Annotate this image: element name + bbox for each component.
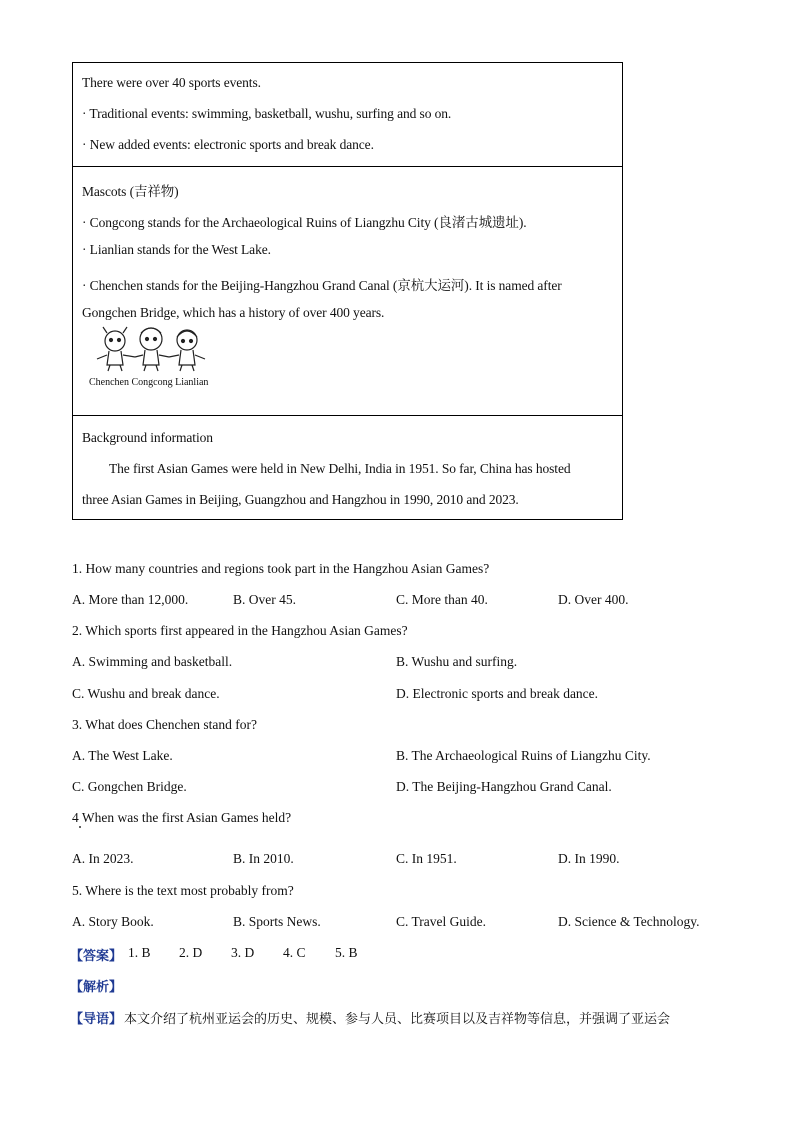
- mascots-icon: [87, 325, 217, 375]
- q4-option-b: B. In 2010.: [233, 851, 294, 866]
- q1-option-a: A. More than 12,000.: [72, 592, 189, 607]
- intro-label: 【导语】: [70, 1012, 123, 1027]
- q2-option-b: B. Wushu and surfing.: [396, 654, 518, 669]
- q1-option-b: B. Over 45.: [233, 592, 296, 607]
- table-divider: [73, 166, 622, 167]
- q1-option-d: D. Over 400.: [558, 592, 629, 607]
- question-5: 5. Where is the text most probably from?: [72, 883, 294, 898]
- q4-option-a: A. In 2023.: [72, 851, 134, 866]
- background-line-2: three Asian Games in Beijing, Guangzhou and Hangzhou in 1990, 2010 and 2023.: [82, 492, 519, 507]
- answer-2: 2. D: [179, 945, 203, 960]
- answer-4: 4. C: [283, 945, 306, 960]
- sports-line-3: · New added events: electronic sports and break dance.: [82, 137, 374, 152]
- mascots-line-3: · Chenchen stands for the Beijing-Hangzhou Grand Canal (京杭大运河). It is named after: [82, 278, 562, 293]
- q2-option-d: D. Electronic sports and break dance.: [396, 686, 599, 701]
- answer-label: 【答案】: [70, 949, 123, 964]
- q5-option-c: C. Travel Guide.: [396, 914, 487, 929]
- mascots-line-2: · Lianlian stands for the West Lake.: [82, 242, 271, 257]
- mascots-heading: Mascots (吉祥物): [82, 184, 179, 199]
- background-heading: Background information: [82, 430, 213, 445]
- q2-option-c: C. Wushu and break dance.: [72, 686, 220, 701]
- q4-option-d: D. In 1990.: [558, 851, 620, 866]
- info-table: [72, 62, 623, 520]
- q5-option-b: B. Sports News.: [233, 914, 321, 929]
- question-2: 2. Which sports first appeared in the Hangzhou Asian Games?: [72, 623, 408, 638]
- mascots-line-4: Gongchen Bridge, which has a history of over 400 years.: [82, 305, 385, 320]
- background-line-1: The first Asian Games were held in New Delhi, India in 1951. So far, China has hosted: [109, 461, 571, 476]
- question-3: 3. What does Chenchen stand for?: [72, 717, 257, 732]
- q5-option-d: D. Science & Technology.: [558, 914, 700, 929]
- table-divider: [73, 415, 622, 416]
- mascot-illustration: [87, 325, 217, 395]
- mascot-caption: Chenchen Congcong Lianlian: [89, 377, 209, 388]
- intro-text: 本文介绍了杭州亚运会的历史、规模、参与人员、比赛项目以及吉祥物等信息，并强调了亚运会: [124, 1012, 671, 1027]
- q3-option-d: D. The Beijing-Hangzhou Grand Canal.: [396, 779, 612, 794]
- question-1: 1. How many countries and regions took part in the Hangzhou Asian Games?: [72, 561, 490, 576]
- mascots-line-1: · Congcong stands for the Archaeological Ruins of Liangzhu City (良渚古城遗址).: [82, 215, 527, 230]
- q4-option-c: C. In 1951.: [396, 851, 457, 866]
- answer-1: 1. B: [128, 945, 151, 960]
- sports-line-2: · Traditional events: swimming, basketball, wushu, surfing and so on.: [82, 106, 452, 121]
- analysis-label: 【解析】: [70, 980, 123, 995]
- answer-3: 3. D: [231, 945, 255, 960]
- stray-dot: [79, 826, 81, 828]
- q2-option-a: A. Swimming and basketball.: [72, 654, 233, 669]
- answer-5: 5. B: [335, 945, 358, 960]
- sports-line-1: There were over 40 sports events.: [82, 75, 261, 90]
- q1-option-c: C. More than 40.: [396, 592, 488, 607]
- q3-option-c: C. Gongchen Bridge.: [72, 779, 187, 794]
- question-4: 4 When was the first Asian Games held?: [72, 810, 292, 825]
- q5-option-a: A. Story Book.: [72, 914, 154, 929]
- q3-option-a: A. The West Lake.: [72, 748, 173, 763]
- q3-option-b: B. The Archaeological Ruins of Liangzhu City.: [396, 748, 651, 763]
